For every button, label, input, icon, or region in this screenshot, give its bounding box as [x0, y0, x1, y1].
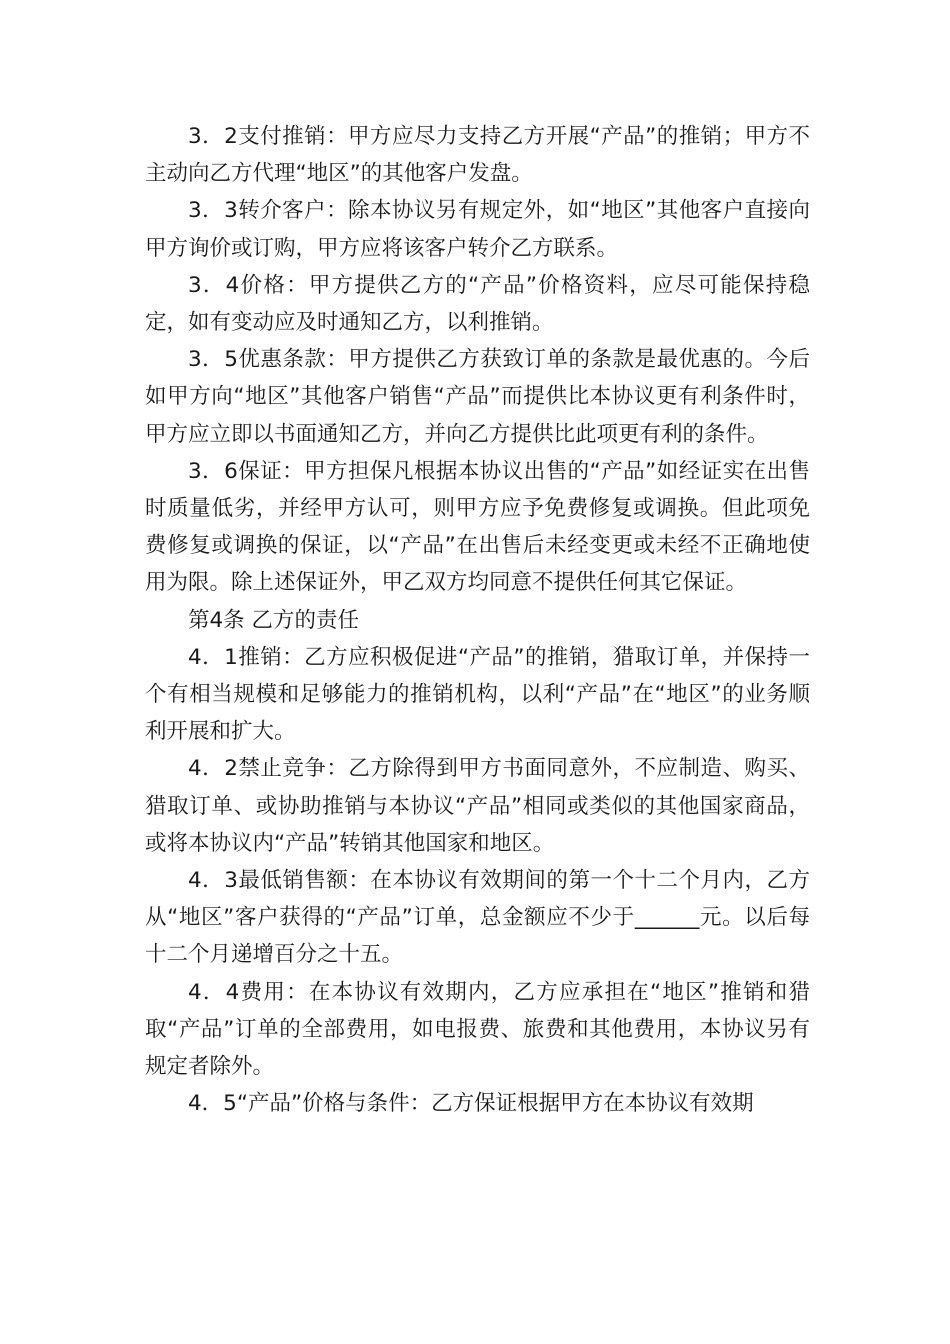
clause-3-2: 3．2支付推销：甲方应尽力支持乙方开展“产品”的推销；甲方不主动向乙方代理“地区”的其他客户发盘。	[145, 124, 810, 187]
clause-3-5: 3．5优惠条款：甲方提供乙方获致订单的条款是最优惠的。今后如甲方向“地区”其他客户销售“产品”而提供比本协议更有利条件时，甲方应立即以书面通知乙方，并向乙方提供比此项更有利的条件。	[145, 347, 810, 447]
clause-3-4: 3．4价格：甲方提供乙方的“产品”价格资料，应尽可能保持稳定，如有变动应及时通知乙方，以利推销。	[145, 272, 810, 336]
clause-3-3: 3．3转介客户：除本协议另有规定外，如“地区”其他客户直接向甲方询价或订购，甲方应将该客户转介乙方联系。	[145, 198, 810, 261]
article-4-heading: 第4条 乙方的责任	[188, 607, 360, 633]
clause-4-1: 4．1推销：乙方应积极促进“产品”的推销，猎取订单，并保持一个有相当规模和足够能力的推销机构，以利“产品”在“地区”的业务顺利开展和扩大。	[145, 644, 810, 745]
document-body	[145, 118, 810, 1122]
clause-3-6: 3．6保证：甲方担保凡根据本协议出售的“产品”如经证实在出售时质量低劣，并经甲方认可，则甲方应予免费修复或调换。但此项免费修复或调换的保证，以“产品”在出售后未经变更或未经不正确地使用为限。除上述保证外，甲乙双方均同意不提供任何其它保证。	[145, 458, 810, 596]
clause-4-3: 4．3最低销售额：在本协议有效期间的第一个十二个月内，乙方从“地区”客户获得的“产品”订单，总金额应不少于______元。以后每十二个月递增百分之十五。	[145, 868, 810, 968]
clause-4-5: 4．5“产品”价格与条件：乙方保证根据甲方在本协议有效期	[188, 1091, 754, 1117]
clause-4-2: 4．2禁止竞争：乙方除得到甲方书面同意外，不应制造、购买、猎取订单、或协助推销与本协议“产品”相同或类似的其他国家商品，或将本协议内“产品”转销其他国家和地区。	[145, 756, 810, 856]
clause-4-4: 4．4费用：在本协议有效期内，乙方应承担在“地区”推销和猎取“产品”订单的全部费用，如电报费、旅费和其他费用，本协议另有规定者除外。	[145, 979, 810, 1080]
